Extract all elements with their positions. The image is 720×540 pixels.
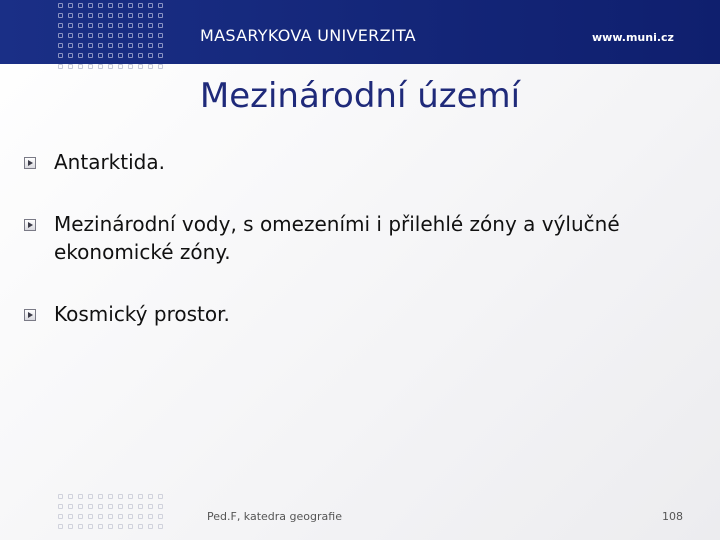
grid-dot	[88, 23, 93, 28]
grid-dot	[108, 23, 113, 28]
grid-dot	[58, 23, 63, 28]
grid-dot	[148, 13, 153, 18]
grid-dot	[78, 53, 83, 58]
grid-dot	[98, 494, 103, 499]
grid-dot	[128, 23, 133, 28]
grid-dot	[68, 3, 73, 8]
grid-dot	[158, 23, 163, 28]
grid-dot	[148, 23, 153, 28]
bullet-item	[24, 148, 684, 176]
grid-dot	[58, 514, 63, 519]
grid-dot	[78, 504, 83, 509]
grid-dot	[158, 13, 163, 18]
grid-dot	[58, 64, 63, 69]
grid-dot	[148, 494, 153, 499]
grid-dot	[58, 494, 63, 499]
grid-dot	[98, 514, 103, 519]
bullet-arrow-icon	[24, 219, 36, 231]
grid-dot	[158, 64, 163, 69]
slide-title: Mezinárodní území	[199, 76, 521, 116]
grid-dot	[98, 43, 103, 48]
grid-dot	[148, 504, 153, 509]
grid-dot	[138, 3, 143, 8]
grid-dot	[128, 13, 133, 18]
grid-dot	[108, 64, 113, 69]
grid-dot	[78, 3, 83, 8]
grid-dot	[58, 504, 63, 509]
grid-dot	[98, 3, 103, 8]
grid-dot	[108, 53, 113, 58]
grid-dot	[138, 13, 143, 18]
grid-dot	[88, 504, 93, 509]
grid-dot	[78, 43, 83, 48]
grid-dot	[118, 53, 123, 58]
bullet-item	[24, 300, 684, 328]
grid-dot	[78, 494, 83, 499]
grid-dot	[108, 13, 113, 18]
grid-dot	[98, 33, 103, 38]
grid-dot	[148, 43, 153, 48]
grid-dot	[108, 3, 113, 8]
grid-dot	[98, 524, 103, 529]
grid-dot	[128, 3, 133, 8]
grid-dot	[118, 524, 123, 529]
grid-dot	[128, 64, 133, 69]
grid-dot	[118, 23, 123, 28]
header-bar	[0, 0, 720, 64]
grid-dot	[68, 53, 73, 58]
grid-dot	[98, 504, 103, 509]
grid-dot	[148, 524, 153, 529]
grid-dot	[78, 13, 83, 18]
grid-dot	[138, 64, 143, 69]
grid-dot	[138, 43, 143, 48]
grid-dot	[138, 504, 143, 509]
grid-dot	[68, 64, 73, 69]
grid-dot	[78, 23, 83, 28]
grid-dot	[158, 53, 163, 58]
grid-dot	[148, 64, 153, 69]
grid-dot	[88, 13, 93, 18]
bullet-arrow-icon	[24, 309, 36, 321]
grid-dot	[118, 504, 123, 509]
grid-dot	[148, 3, 153, 8]
bullet-arrow-icon	[24, 157, 36, 169]
grid-dot	[148, 514, 153, 519]
logo-dot-grid	[58, 3, 165, 60]
bullet-text: Kosmický prostor.	[54, 302, 230, 326]
grid-dot	[108, 33, 113, 38]
page-number: 108	[662, 510, 683, 523]
grid-dot	[88, 33, 93, 38]
grid-dot	[78, 64, 83, 69]
grid-dot	[98, 53, 103, 58]
logo-dot-grid-extension	[58, 64, 165, 71]
grid-dot	[98, 64, 103, 69]
grid-dot	[88, 524, 93, 529]
grid-dot	[138, 524, 143, 529]
grid-dot	[58, 3, 63, 8]
grid-dot	[138, 23, 143, 28]
grid-dot	[138, 33, 143, 38]
grid-dot	[88, 3, 93, 8]
grid-dot	[88, 43, 93, 48]
grid-dot	[148, 33, 153, 38]
grid-dot	[58, 33, 63, 38]
bullet-list	[24, 148, 684, 328]
grid-dot	[158, 504, 163, 509]
grid-dot	[128, 53, 133, 58]
grid-dot	[108, 504, 113, 509]
bullet-text: Mezinárodní vody, s omezeními i přilehlé zóny a výlučné ekonomické zóny.	[54, 212, 620, 264]
grid-dot	[158, 33, 163, 38]
grid-dot	[108, 514, 113, 519]
grid-dot	[138, 514, 143, 519]
grid-dot	[98, 23, 103, 28]
grid-dot	[128, 494, 133, 499]
grid-dot	[108, 524, 113, 529]
grid-dot	[108, 43, 113, 48]
grid-dot	[148, 53, 153, 58]
grid-dot	[128, 504, 133, 509]
grid-dot	[88, 514, 93, 519]
grid-dot	[68, 514, 73, 519]
grid-dot	[58, 13, 63, 18]
grid-dot	[158, 3, 163, 8]
grid-dot	[68, 43, 73, 48]
grid-dot	[88, 64, 93, 69]
grid-dot	[138, 53, 143, 58]
grid-dot	[118, 43, 123, 48]
grid-dot	[108, 494, 113, 499]
grid-dot	[68, 33, 73, 38]
grid-dot	[88, 494, 93, 499]
grid-dot	[88, 53, 93, 58]
grid-dot	[128, 43, 133, 48]
grid-dot	[158, 43, 163, 48]
grid-dot	[78, 33, 83, 38]
grid-dot	[118, 514, 123, 519]
grid-dot	[118, 33, 123, 38]
grid-dot	[98, 13, 103, 18]
grid-dot	[118, 494, 123, 499]
university-name: MASARYKOVA UNIVERZITA	[200, 26, 416, 45]
grid-dot	[58, 53, 63, 58]
grid-dot	[158, 494, 163, 499]
grid-dot	[78, 514, 83, 519]
bullet-item	[24, 210, 684, 266]
grid-dot	[128, 33, 133, 38]
grid-dot	[68, 504, 73, 509]
grid-dot	[78, 524, 83, 529]
grid-dot	[68, 524, 73, 529]
grid-dot	[118, 64, 123, 69]
grid-dot	[68, 494, 73, 499]
grid-dot	[158, 514, 163, 519]
grid-dot	[118, 3, 123, 8]
grid-dot	[118, 13, 123, 18]
grid-dot	[58, 43, 63, 48]
university-url[interactable]: www.muni.cz	[592, 31, 674, 44]
grid-dot	[128, 524, 133, 529]
footer-dot-grid	[58, 494, 165, 531]
footer-text: Ped.F, katedra geografie	[207, 510, 342, 523]
grid-dot	[68, 23, 73, 28]
bullet-text: Antarktida.	[54, 150, 165, 174]
grid-dot	[138, 494, 143, 499]
grid-dot	[68, 13, 73, 18]
grid-dot	[58, 524, 63, 529]
grid-dot	[128, 514, 133, 519]
grid-dot	[158, 524, 163, 529]
